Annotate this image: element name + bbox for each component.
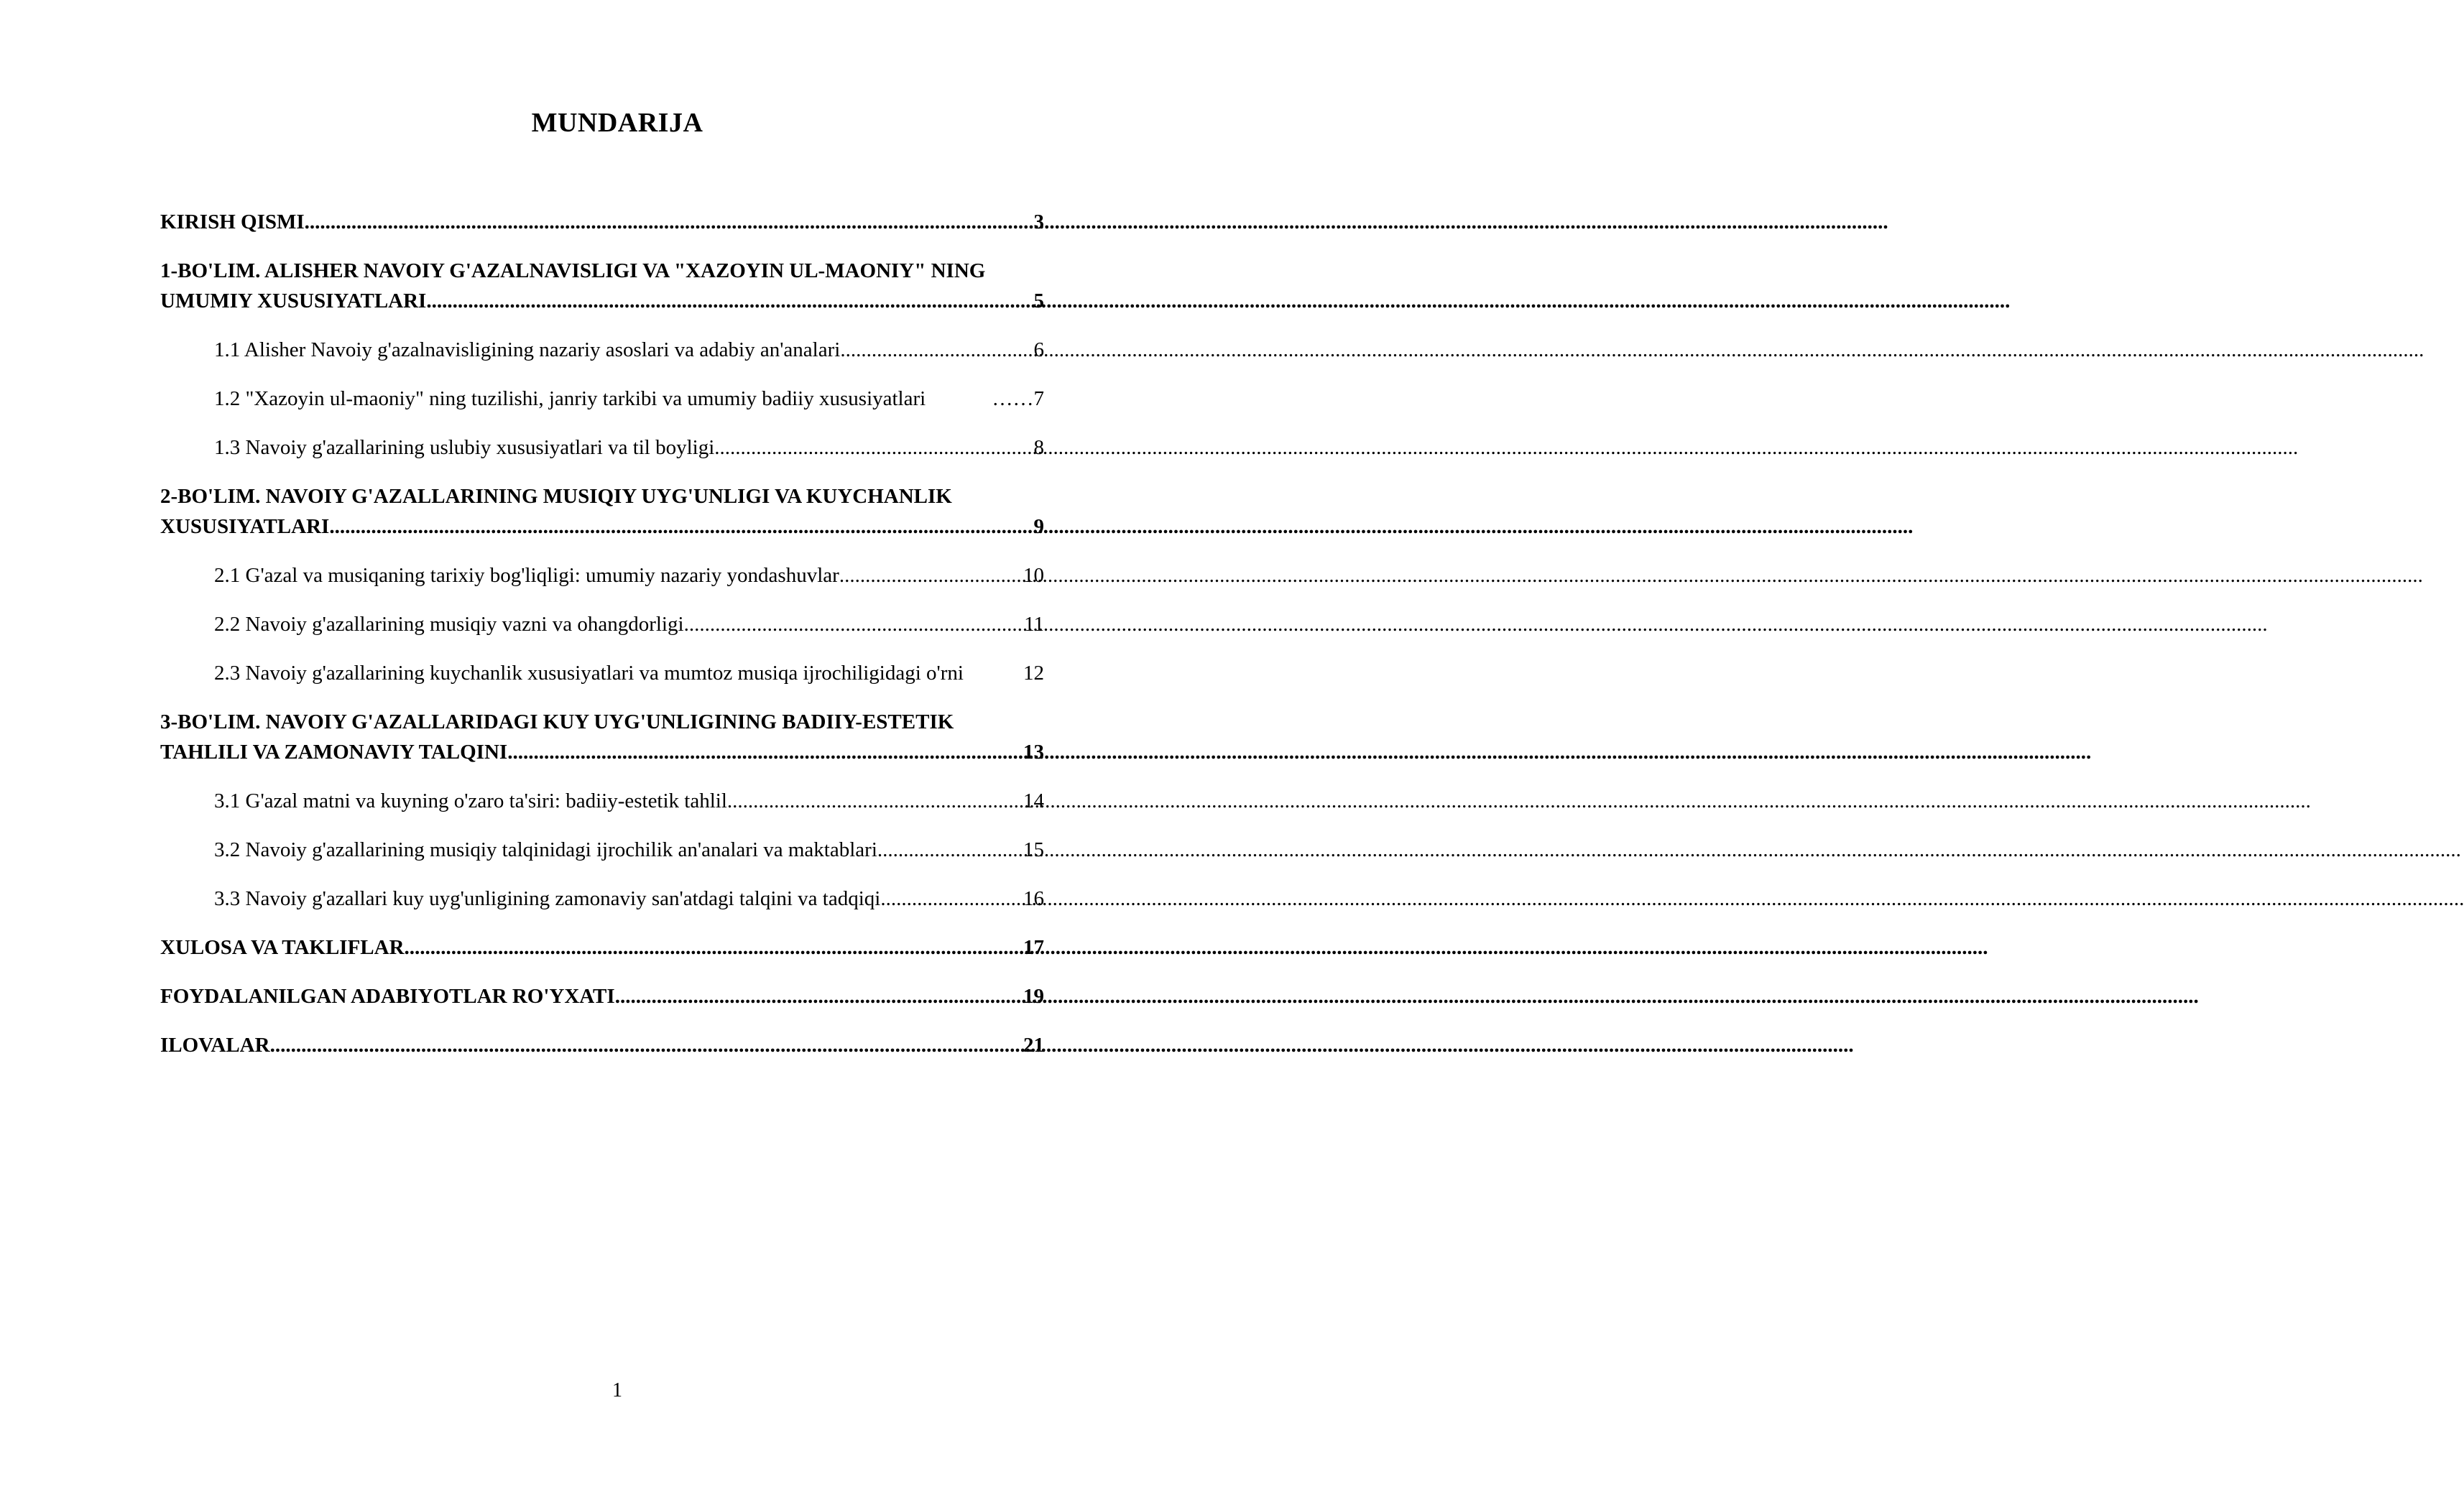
toc-page-number: 16 bbox=[1023, 887, 1044, 910]
toc-entry-line bbox=[160, 1030, 1044, 1060]
toc-entry-line bbox=[160, 511, 1044, 542]
toc-entry-title: UMUMIY XUSUSIYATLARI bbox=[160, 289, 427, 312]
toc-page-number: 7 bbox=[1033, 387, 1044, 410]
toc-page-number: 8 bbox=[1033, 436, 1044, 459]
toc-dot-leader bbox=[840, 335, 1033, 365]
toc-page-number: 11 bbox=[1024, 613, 1044, 636]
toc-section-entry bbox=[160, 207, 1044, 237]
toc-entry-title: XULOSA VA TAKLIFLAR bbox=[160, 936, 405, 959]
toc-entry-title: 1.1 Alisher Navoiy g'azalnavisligining nazariy asoslari va adabiy an'analari bbox=[214, 338, 841, 361]
toc-dot-leader bbox=[507, 737, 1023, 767]
document-page bbox=[0, 0, 1150, 1487]
toc-entry-line bbox=[214, 609, 1044, 639]
toc-section-entry bbox=[160, 932, 1044, 963]
toc-entry-title: XUSUSIYATLARI bbox=[160, 515, 330, 538]
toc-entry-line bbox=[214, 835, 1044, 865]
toc-page-number: 3 bbox=[1033, 210, 1044, 233]
toc-entry-title: 2.1 G'azal va musiqaning tarixiy bog'liqligi: umumiy nazariy yondashuvlar bbox=[214, 564, 839, 587]
toc-subsection-entry bbox=[214, 560, 1044, 590]
toc-page-number: 17 bbox=[1023, 936, 1044, 959]
toc-page-number: 13 bbox=[1023, 741, 1044, 764]
toc-entry-line bbox=[214, 658, 1044, 688]
toc-section-entry bbox=[160, 981, 1044, 1011]
toc-subsection-entry bbox=[214, 884, 1044, 914]
toc-section-entry bbox=[160, 256, 1044, 316]
toc-page-number: 21 bbox=[1023, 1034, 1044, 1057]
toc-subsection-entry bbox=[214, 786, 1044, 816]
toc-subsection-entry bbox=[214, 658, 1044, 688]
toc-page-number: 6 bbox=[1033, 338, 1044, 361]
toc-section-entry bbox=[160, 707, 1044, 767]
toc-entry-title: 2.3 Navoiy g'azallarining kuychanlik xususiyatlari va mumtoz musiqa ijrochiligidagi o'rni bbox=[214, 662, 964, 685]
toc-dot-leader bbox=[329, 511, 1033, 542]
toc-dot-leader bbox=[270, 1030, 1023, 1060]
toc-dot-leader bbox=[880, 884, 1023, 914]
toc-entry-line bbox=[160, 981, 1044, 1011]
toc-entry-line bbox=[214, 560, 1044, 590]
toc-dot-leader: …… bbox=[992, 387, 1034, 410]
toc-subsection-entry bbox=[214, 432, 1044, 463]
toc-entry-title: 3.2 Navoiy g'azallarining musiqiy talqinidagi ijrochilik an'analari va maktablari bbox=[214, 838, 877, 861]
toc-dot-leader bbox=[727, 786, 1023, 816]
toc-subsection-entry bbox=[214, 384, 1044, 414]
toc-dot-leader bbox=[405, 932, 1023, 963]
toc-entry-title: KIRISH QISMI bbox=[160, 210, 305, 233]
toc-page-number: 10 bbox=[1023, 564, 1044, 587]
toc-section-entry bbox=[160, 1030, 1044, 1060]
toc-dot-leader bbox=[615, 981, 1023, 1011]
toc-entry-title-line: 3-BO'LIM. NAVOIY G'AZALLARIDAGI KUY UYG'UNLIGINING BADIIY-ESTETIK bbox=[160, 710, 954, 733]
toc-subsection-entry bbox=[214, 835, 1044, 865]
toc-page-number: 14 bbox=[1023, 789, 1044, 812]
toc-dot-leader bbox=[877, 835, 1023, 865]
page-title: MUNDARIJA bbox=[531, 108, 703, 138]
toc-entry-line bbox=[214, 384, 1044, 414]
table-of-contents bbox=[160, 207, 1044, 1079]
toc-entry-title: ILOVALAR bbox=[160, 1034, 270, 1057]
toc-page-number: 15 bbox=[1023, 838, 1044, 861]
toc-subsection-entry bbox=[214, 335, 1044, 365]
toc-entry-line bbox=[160, 737, 1044, 767]
toc-entry-title: 3.3 Navoiy g'azallari kuy uyg'unligining zamonaviy san'atdagi talqini va tadqiqi bbox=[214, 887, 881, 910]
toc-entry-title: 1.2 "Xazoyin ul-maoniy" ning tuzilishi, janriy tarkibi va umumiy badiiy xususiyatlari bbox=[214, 387, 926, 410]
toc-entry-title: 3.1 G'azal matni va kuyning o'zaro ta'siri: badiiy-estetik tahlil bbox=[214, 789, 727, 812]
toc-entry-title: TAHLILI VA ZAMONAVIY TALQINI bbox=[160, 741, 508, 764]
toc-entry-title-line: 1-BO'LIM. ALISHER NAVOIY G'AZALNAVISLIGI VA "XAZOYIN UL-MAONIY" NING bbox=[160, 259, 986, 282]
toc-entry-line bbox=[160, 932, 1044, 963]
toc-page-number: 19 bbox=[1023, 985, 1044, 1008]
toc-dot-leader bbox=[426, 286, 1033, 316]
toc-entry-title-line: 2-BO'LIM. NAVOIY G'AZALLARINING MUSIQIY UYG'UNLIGI VA KUYCHANLIK bbox=[160, 485, 952, 508]
toc-entry-line bbox=[160, 286, 1044, 316]
toc-dot-leader bbox=[839, 560, 1023, 590]
page-number: 1 bbox=[612, 1379, 622, 1402]
toc-entry-title: FOYDALANILGAN ADABIYOTLAR RO'YXATI bbox=[160, 985, 615, 1008]
toc-page-number: 5 bbox=[1033, 289, 1044, 312]
toc-entry-line bbox=[214, 884, 1044, 914]
toc-subsection-entry bbox=[214, 609, 1044, 639]
toc-section-entry bbox=[160, 481, 1044, 542]
toc-entry-title: 2.2 Navoiy g'azallarining musiqiy vazni va ohangdorligi bbox=[214, 613, 684, 636]
toc-entry-line bbox=[214, 786, 1044, 816]
toc-entry-title: 1.3 Navoiy g'azallarining uslubiy xususiyatlari va til boyligi bbox=[214, 436, 715, 459]
toc-page-number: 12 bbox=[1023, 662, 1044, 685]
toc-dot-leader bbox=[714, 432, 1033, 463]
toc-entry-line bbox=[160, 207, 1044, 237]
toc-entry-line bbox=[214, 432, 1044, 463]
toc-entry-line bbox=[214, 335, 1044, 365]
toc-dot-leader bbox=[305, 207, 1034, 237]
toc-page-number: 9 bbox=[1033, 515, 1044, 538]
toc-dot-leader bbox=[684, 609, 1025, 639]
